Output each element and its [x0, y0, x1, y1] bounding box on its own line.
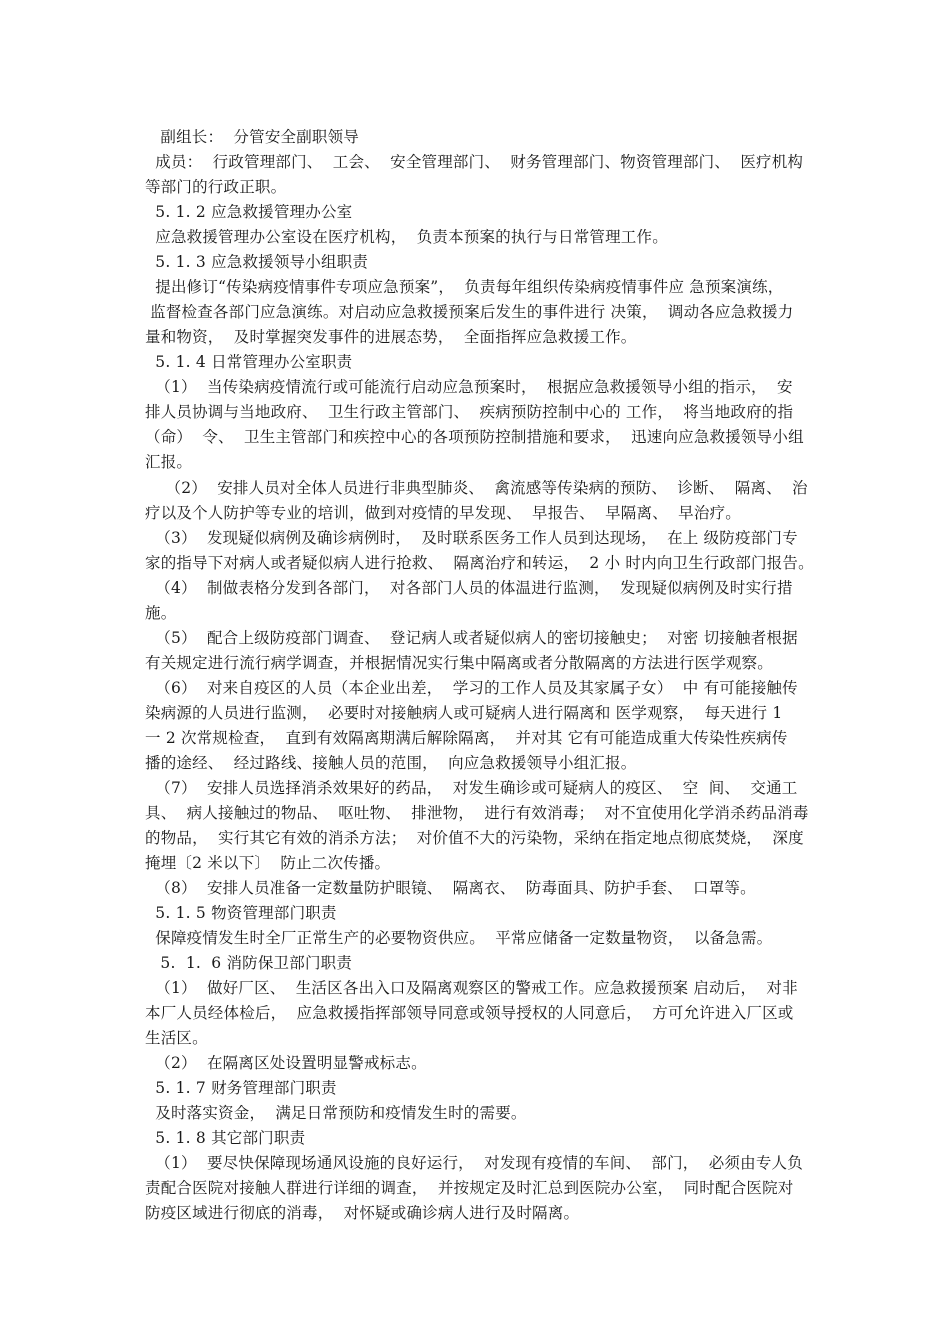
text-line: 应急救援管理办公室设在医疗机构， 负责本预案的执行与日常管理工作。	[145, 228, 668, 246]
text-line: 的物品， 实行其它有效的消杀方法； 对价值不大的污染物，采纳在指定地点彻底焚烧， 深度	[145, 829, 804, 847]
text-line: （7） 安排人员选择消杀效果好的药品， 对发生确诊或可疑病人的疫区、 空 间、 交通工	[145, 779, 798, 797]
text-line: 排人员协调与当地政府、 卫生行政主管部门、 疾病预防控制中心的 工作， 将当地政府的指	[145, 403, 794, 421]
text-line: 汇报。	[145, 453, 193, 471]
text-line: 监督检查各部门应急演练。对启动应急救援预案后发生的事件进行 决策， 调动各应急救援力	[145, 303, 794, 321]
text-line: 等部门的行政正职。	[145, 178, 287, 196]
text-line: 掩埋〔2 米以下〕 防止二次传播。	[145, 854, 391, 872]
text-line: 副组长： 分管安全副职领导	[145, 128, 360, 146]
text-line: 生活区。	[145, 1029, 208, 1047]
text-line: 本厂人员经体检后， 应急救援指挥部领导同意或领导授权的人同意后， 方可允许进入厂区或	[145, 1004, 794, 1022]
text-line: 疗以及个人防护等专业的培训，做到对疫情的早发现、 早报告、 早隔离、 早治疗。	[145, 504, 741, 522]
text-line: 施。	[145, 604, 177, 622]
text-line: （5） 配合上级防疫部门调查、 登记病人或者疑似病人的密切接触史； 对密 切接触者根据	[145, 629, 798, 647]
text-line: 及时落实资金， 满足日常预防和疫情发生时的需要。	[145, 1104, 527, 1122]
text-line: 播的途经、 经过路线、接触人员的范围， 向应急救援领导小组汇报。	[145, 754, 637, 772]
text-line: 成员： 行政管理部门、 工会、 安全管理部门、 财务管理部门、物资管理部门、 医疗机构	[145, 153, 804, 171]
text-line: （1） 当传染病疫情流行或可能流行启动应急预案时， 根据应急救援领导小组的指示， 安	[145, 378, 793, 396]
section-heading: 5. 1. 8 其它部门职责	[145, 1129, 306, 1147]
text-line: 一 2 次常规检查， 直到有效隔离期满后解除隔离， 并对其 它有可能造成重大传染性疾病传	[145, 729, 788, 747]
text-line: （2） 安排人员对全体人员进行非典型肺炎、 禽流感等传染病的预防、 诊断、 隔离、 治	[145, 479, 808, 497]
text-line: 具、 病人接触过的物品、 呕吐物、 排泄物， 进行有效消毒； 对不宜使用化学消杀药品消毒	[145, 804, 809, 822]
section-heading: 5. 1. 2 应急救援管理办公室	[145, 203, 353, 221]
text-line: （1） 做好厂区、 生活区各出入口及隔离观察区的警戒工作。应急救援预案 启动后， 对非	[145, 979, 798, 997]
text-line: 有关规定进行流行病学调查，并根据情况实行集中隔离或者分散隔离的方法进行医学观察。	[145, 654, 774, 672]
section-heading: 5. 1. 6 消防保卫部门职责	[145, 954, 353, 972]
text-line: 染病源的人员进行监测， 必要时对接触病人或可疑病人进行隔离和 医学观察， 每天进行 1	[145, 704, 783, 722]
text-line: 家的指导下对病人或者疑似病人进行抢救、 隔离治疗和转运， 2 小 时内向卫生行政部门报告。	[145, 554, 814, 572]
text-line: （1） 要尽快保障现场通风设施的良好运行， 对发现有疫情的车间、 部门， 必须由专人负	[145, 1154, 803, 1172]
section-heading: 5. 1. 3 应急救援领导小组职责	[145, 253, 369, 271]
text-line: 防疫区域进行彻底的消毒， 对怀疑或确诊病人进行及时隔离。	[145, 1204, 580, 1222]
text-line: （3） 发现疑似病例及确诊病例时， 及时联系医务工作人员到达现场， 在上 级防疫部门专	[145, 529, 798, 547]
text-line: （2） 在隔离区处设置明显警戒标志。	[145, 1054, 427, 1072]
text-line: （命） 令、 卫生主管部门和疾控中心的各项预防控制措施和要求， 迅速向应急救援领导小组	[145, 428, 804, 446]
text-line: 责配合医院对接触人群进行详细的调查， 并按规定及时汇总到医院办公室， 同时配合医院对	[145, 1179, 794, 1197]
text-line: 提出修订“传染病疫情事件专项应急预案”， 负责每年组织传染病疫情事件应 急预案演练，	[145, 278, 784, 296]
section-heading: 5. 1. 7 财务管理部门职责	[145, 1079, 337, 1097]
text-line: （6） 对来自疫区的人员（本企业出差， 学习的工作人员及其家属子女） 中 有可能接触传	[145, 679, 798, 697]
text-line: 量和物资， 及时掌握突发事件的进展态势， 全面指挥应急救援工作。	[145, 328, 637, 346]
text-line: （8） 安排人员准备一定数量防护眼镜、 隔离衣、 防毒面具、防护手套、 口罩等。	[145, 879, 756, 897]
section-heading: 5. 1. 4 日常管理办公室职责	[145, 353, 353, 371]
text-line: （4） 制做表格分发到各部门， 对各部门人员的体温进行监测， 发现疑似病例及时实行措	[145, 579, 793, 597]
text-line: 保障疫情发生时全厂正常生产的必要物资供应。 平常应储备一定数量物资， 以备急需。	[145, 929, 773, 947]
section-heading: 5. 1. 5 物资管理部门职责	[145, 904, 337, 922]
